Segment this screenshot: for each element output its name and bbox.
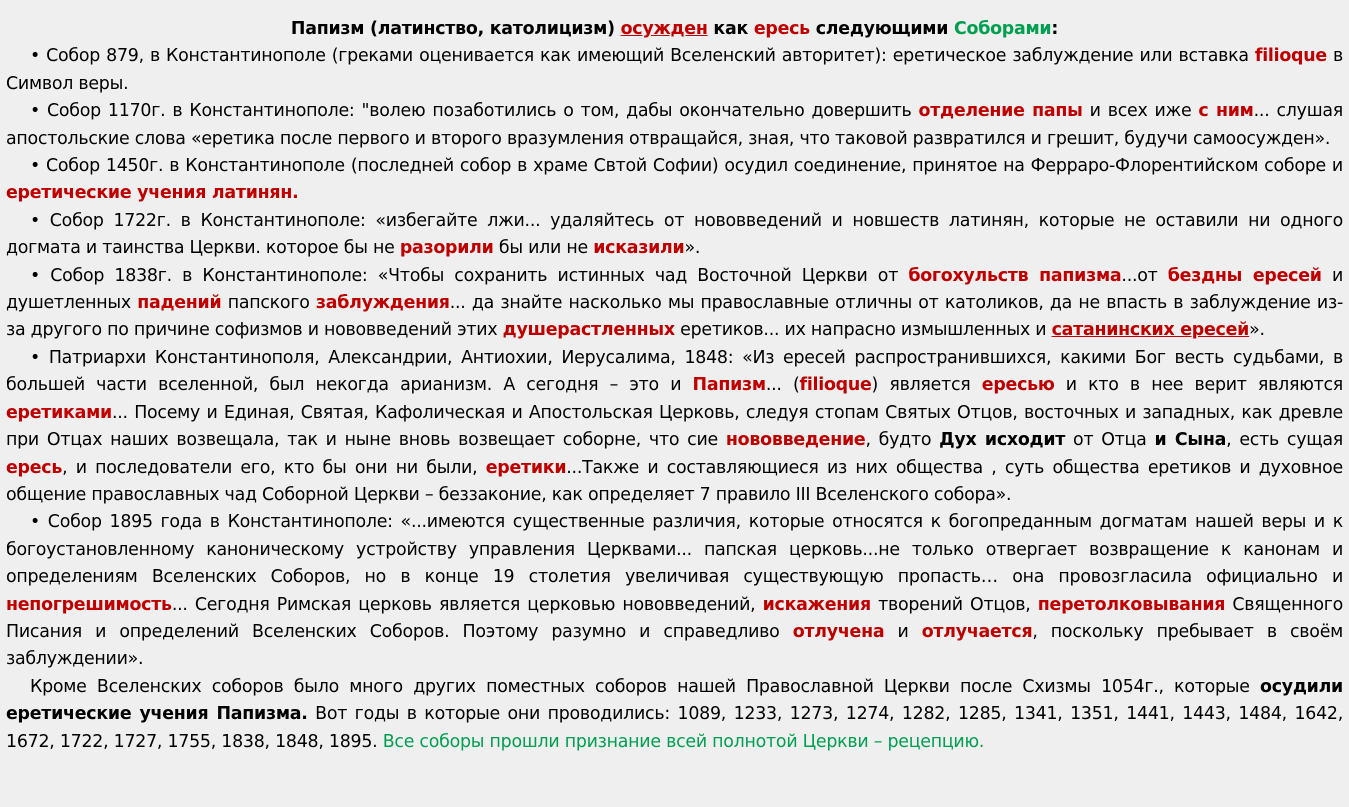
highlight-abyss: бездны ересей <box>1167 265 1322 286</box>
highlight-satanic: сатанинских ересей <box>1051 320 1250 341</box>
text: ... да знайте насколько мы православные отличны от католиков, да не впасть в заблуждение из-за другого по причине софизмов и нововведений этих <box>6 293 1343 341</box>
text: ) является <box>871 375 982 396</box>
highlight-infallibility: непогрешимость <box>6 594 172 615</box>
highlight-excommunicated: отлучена <box>792 621 885 642</box>
highlight-filioque: filioque <box>799 375 872 396</box>
bullet: • <box>30 210 41 231</box>
bullet: • <box>30 265 41 286</box>
title-heresy: ересь <box>753 19 810 39</box>
highlight-distorted: исказили <box>593 238 685 259</box>
bullet: • <box>30 512 41 533</box>
paragraph-1450 <box>6 153 1343 208</box>
text: ...Также и составляющиеся из них общества , суть общества еретиков и духовное общение православных чад Соборной Церкви – беззаконие, как определяет 7 правило III Вселенского собора». <box>6 457 1344 505</box>
text: от Отца <box>1065 430 1155 451</box>
paragraph-1838 <box>6 263 1343 345</box>
bullet: • <box>30 46 41 67</box>
highlight-recognition: Все соборы прошли признание всей полнотой Церкви – рецепцию. <box>382 731 985 752</box>
highlight-heretics: еретики <box>485 457 567 478</box>
highlight-separation: отделение папы <box>918 101 1083 122</box>
paragraph-1895 <box>6 509 1343 673</box>
text: папского <box>221 293 316 314</box>
highlight-heresy: ересью <box>981 375 1055 396</box>
highlight-with-him: с ним <box>1198 101 1254 122</box>
text: Собор 1450г. в Константинополе (последней собор в храме Свтой Софии) осудил соединение, принятое на Ферраро-Флорентийском соборе и <box>40 156 1343 177</box>
bullet: • <box>30 101 41 122</box>
text: ... Сегодня Римская церковь является церковью нововведений, <box>171 594 763 615</box>
text: Собор 1722г. в Константинополе: «избегайте лжи... удаляйтесь от нововведений и новшеств латинян, которые не оставили ни одного догмата и таинства Церкви. которое бы не <box>6 210 1343 259</box>
bullet: • <box>30 347 41 368</box>
text: и кто в нее верит являются <box>1054 375 1344 396</box>
text: Вот годы в которые они проводились: 1089, 1233, 1273, 1274, 1282, 1285, 1341, 1351, 1441, 1443, 1484, 1642, 1672, 1722, 1727, 1755, 1838, 1848, 1895. <box>6 704 1343 752</box>
text: , есть сущая <box>1226 430 1343 451</box>
text: в Символ веры. <box>6 46 1343 94</box>
highlight-distortions: искажения <box>762 594 871 615</box>
highlight-teachings: еретические учения латинян. <box>6 183 299 204</box>
text: ». <box>1249 320 1265 341</box>
highlight-corrupt: душерастленных <box>502 320 675 341</box>
text: ... ( <box>765 375 800 396</box>
text: Кроме Вселенских соборов было много других поместных соборов нашей Православной Церкви после Схизмы 1054г., которые <box>30 676 1260 697</box>
highlight-error: заблуждения <box>315 293 450 314</box>
text: Собор 1895 года в Константинополе: «...имеются существенные различия, которые относятся к богопреданным догматам нашей веры и к богоустановленному каноническому устройству управления Церквами... папская церковь...не только отвергает возвращение к канонам и определениям Вселенских Соборов, но в конце 19 столетия увеличивая существующую пропасть… она провозгласила официально и <box>6 512 1343 588</box>
highlight-innovation: нововведение <box>725 430 866 451</box>
text: творений Отцов, <box>870 594 1038 615</box>
text: Патриархи Константинополя, Александрии, Антиохии, Иерусалима, 1848: «Из ересей распространившихся, какими Бог весть судьбами, в большей части вселенной, был некогда арианизм. А сегодня – это и <box>6 347 1343 396</box>
text: и душетленных <box>6 265 1344 314</box>
text: Собор 1838г. в Константинополе: «Чтобы сохранить истинных чад Восточной Церкви от <box>40 265 909 286</box>
highlight-falls: падений <box>137 293 222 314</box>
text: и всех иже <box>1082 101 1199 122</box>
title-prefix: Папизм (латинство, католицизм) <box>290 19 621 39</box>
title-as: как <box>707 19 754 39</box>
paragraph-1170 <box>6 98 1343 153</box>
text: и <box>884 621 922 642</box>
text: ». <box>684 238 701 259</box>
bullet: • <box>30 156 41 177</box>
paragraph-1722 <box>6 208 1343 263</box>
paragraph-879 <box>6 43 1343 98</box>
text: ...от <box>1121 265 1168 286</box>
document-title <box>6 16 1343 43</box>
text: Священного Писания и определений Вселенских Соборов. Поэтому разумно и справедливо <box>6 594 1344 642</box>
highlight-filioque: filioque <box>1254 46 1327 67</box>
highlight-reinterpretation: перетолковывания <box>1037 594 1226 615</box>
paragraph-1848 <box>6 345 1343 509</box>
text: ... слушая апостольские слова «еретика после первого и второго вразумления отвращайся, зная, что таковой развратился и грешит, будучи самоосужден». <box>6 101 1343 149</box>
title-following: следующими <box>809 19 954 39</box>
text: Собор 1170г. в Константинополе: "волею позаботились о том, дабы окончательно довершить <box>40 101 919 122</box>
highlight-excommunicates: отлучается <box>921 621 1033 642</box>
text: , и последователи его, кто бы они ни были, <box>62 457 486 478</box>
highlight-papism: Папизм <box>692 375 766 396</box>
text: ... Посему и Единая, Святая, Кафолическая и Апостольская Церковь, следуя стопам Святых Отцов, восточных и западных, как древле при Отцах наших возвещала, так и ныне вновь возвещает соборне, что сие <box>6 402 1343 451</box>
highlight-heretics: еретиками <box>6 402 112 423</box>
bold-condemned: осудили еретические учения Папизма. <box>6 676 1343 725</box>
title-colon: : <box>1051 19 1059 39</box>
text: , поскольку пребывает в своём заблуждении». <box>6 621 1344 670</box>
text: , будто <box>865 430 940 451</box>
highlight-ruined: разорили <box>399 238 494 259</box>
text: еретиков... их напрасно измышленных и <box>674 320 1052 341</box>
highlight-blasphemy: богохульств папизма <box>908 265 1122 286</box>
text: Собор 879, в Константинополе (греками оценивается как имеющий Вселенский авторитет): еретическое заблуждение или вставка <box>40 46 1255 67</box>
title-condemned: осужден <box>620 19 708 39</box>
bold-son: и Сына <box>1154 430 1227 451</box>
text: бы или не <box>493 238 594 259</box>
bold-spirit: Дух исходит <box>939 430 1066 451</box>
highlight-heresy: ересь <box>6 457 63 478</box>
paragraph-local-councils <box>6 674 1343 756</box>
title-councils: Соборами <box>953 19 1052 39</box>
